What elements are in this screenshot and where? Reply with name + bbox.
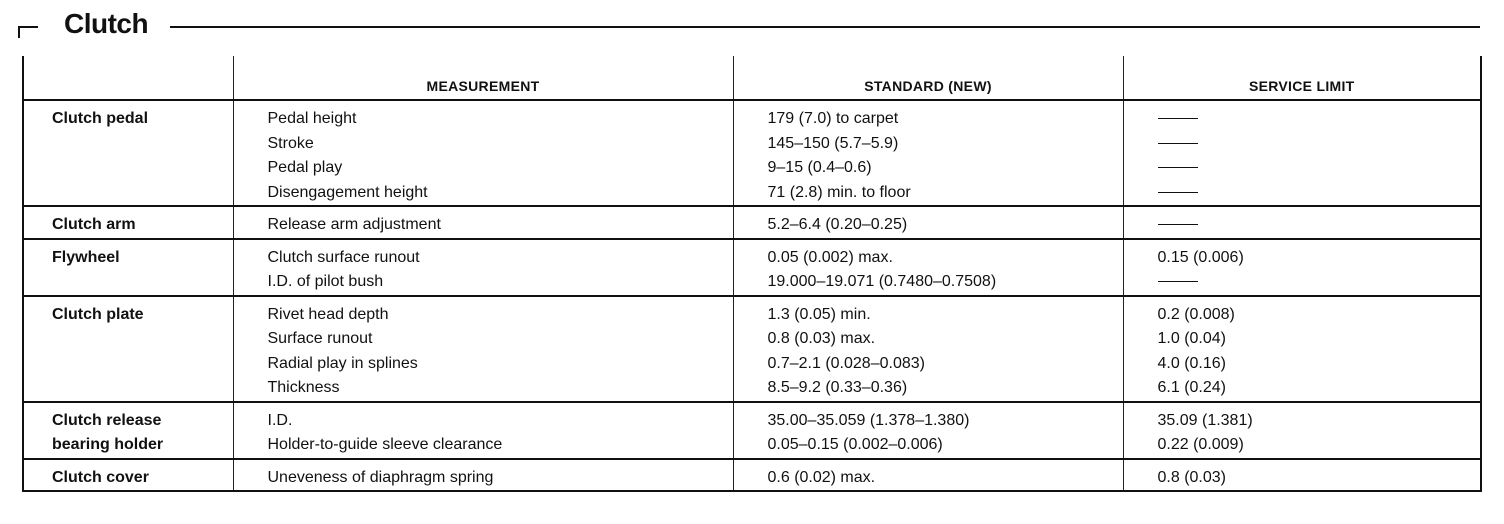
standard-value: 5.2–6.4 (0.20–0.25) — [767, 216, 908, 233]
category-label: bearing holder — [52, 435, 164, 453]
no-limit-dash — [1158, 132, 1481, 157]
measurement-value: I.D. — [267, 411, 293, 429]
category-label: Clutch release — [52, 411, 162, 429]
header-service-limit: SERVICE LIMIT — [1123, 56, 1481, 100]
standard-value: 0.8 (0.03) max. — [767, 330, 876, 347]
title-rule-right — [170, 26, 1480, 28]
measurement-value: Clutch surface runout — [267, 248, 420, 266]
category-cell — [23, 296, 233, 402]
measurement-cell — [233, 239, 733, 296]
measurement-value: Disengagement height — [267, 183, 428, 201]
dash-rule — [1158, 281, 1198, 282]
spec-group-row — [23, 100, 1481, 206]
standard-cell — [733, 100, 1123, 206]
service-limit-cell — [1123, 100, 1481, 206]
dash-rule — [1158, 224, 1198, 225]
standard-value: 71 (2.8) min. to floor — [767, 183, 911, 201]
measurement-value: Holder-to-guide sleeve clearance — [267, 436, 503, 453]
category-label: Clutch plate — [52, 305, 144, 323]
standard-value: 8.5–9.2 (0.33–0.36) — [767, 379, 908, 396]
standard-value: 0.6 (0.02) max. — [767, 468, 876, 486]
service-limit-cell — [1123, 402, 1481, 459]
standard-value: 1.3 (0.05) min. — [767, 305, 871, 323]
header-measurement: MEASUREMENT — [233, 56, 733, 100]
category-label: Clutch pedal — [52, 110, 149, 127]
measurement-value: Uneveness of diaphragm spring — [267, 468, 494, 486]
limit-value: 0.8 (0.03) — [1157, 468, 1226, 486]
measurement-cell — [233, 459, 733, 492]
service-limit-cell — [1123, 239, 1481, 296]
no-limit-dash — [1158, 270, 1481, 295]
standard-cell — [733, 206, 1123, 239]
category-cell — [23, 206, 233, 239]
spec-group-row — [23, 206, 1481, 239]
standard-value: 19.000–19.071 (0.7480–0.7508) — [767, 273, 997, 290]
service-limit-cell — [1123, 459, 1481, 492]
standard-value: 0.7–2.1 (0.028–0.083) — [767, 354, 925, 372]
standard-value: 0.05 (0.002) max. — [767, 248, 893, 266]
no-limit-dash — [1158, 107, 1481, 132]
category-cell — [23, 239, 233, 296]
limit-value: 35.09 (1.381) — [1157, 411, 1253, 429]
limit-value: 6.1 (0.24) — [1157, 379, 1226, 396]
limit-value: 1.0 (0.04) — [1157, 330, 1226, 347]
category-label: Flywheel — [52, 248, 120, 266]
header-standard: STANDARD (NEW) — [733, 56, 1123, 100]
clutch-spec-table — [22, 56, 1482, 492]
no-limit-dash — [1158, 181, 1481, 206]
measurement-value: Pedal play — [267, 159, 343, 176]
standard-value: 0.05–0.15 (0.002–0.006) — [767, 436, 943, 453]
standard-value: 35.00–35.059 (1.378–1.380) — [767, 411, 970, 429]
dash-rule — [1158, 143, 1198, 144]
measurement-cell — [233, 206, 733, 239]
measurement-value: Surface runout — [267, 330, 373, 347]
limit-value: 0.22 (0.009) — [1157, 436, 1244, 453]
category-cell — [23, 402, 233, 459]
no-limit-dash — [1158, 213, 1481, 238]
measurement-cell — [233, 100, 733, 206]
service-limit-cell — [1123, 206, 1481, 239]
dash-rule — [1158, 167, 1198, 168]
standard-cell — [733, 296, 1123, 402]
limit-value: 0.15 (0.006) — [1157, 248, 1244, 266]
measurement-cell — [233, 402, 733, 459]
standard-value: 9–15 (0.4–0.6) — [767, 159, 872, 176]
measurement-value: Stroke — [267, 134, 314, 152]
standard-cell — [733, 402, 1123, 459]
measurement-value: Release arm adjustment — [267, 216, 441, 233]
spec-body — [23, 100, 1481, 491]
standard-value: 179 (7.0) to carpet — [767, 110, 899, 127]
dash-rule — [1158, 118, 1198, 119]
header-category — [23, 56, 233, 100]
measurement-value: Rivet head depth — [267, 305, 389, 323]
spec-group-row — [23, 296, 1481, 402]
measurement-value: Thickness — [267, 379, 340, 396]
spec-group-row — [23, 459, 1481, 492]
header-row — [23, 56, 1481, 100]
standard-cell — [733, 459, 1123, 492]
limit-value: 0.2 (0.008) — [1157, 305, 1235, 323]
measurement-value: I.D. of pilot bush — [267, 273, 384, 290]
dash-rule — [1158, 192, 1198, 193]
measurement-value: Pedal height — [267, 110, 357, 127]
category-cell — [23, 100, 233, 206]
no-limit-dash — [1158, 156, 1481, 181]
measurement-cell — [233, 296, 733, 402]
service-limit-cell — [1123, 296, 1481, 402]
spec-group-row — [23, 239, 1481, 296]
title-rule-left — [18, 26, 38, 28]
standard-value: 145–150 (5.7–5.9) — [767, 134, 899, 152]
measurement-value: Radial play in splines — [267, 354, 418, 372]
spec-group-row — [23, 402, 1481, 459]
limit-value: 4.0 (0.16) — [1157, 354, 1226, 372]
section-title: Clutch — [64, 8, 149, 39]
category-label: Clutch arm — [52, 216, 136, 233]
category-cell — [23, 459, 233, 492]
category-label: Clutch cover — [52, 468, 149, 486]
standard-cell — [733, 239, 1123, 296]
